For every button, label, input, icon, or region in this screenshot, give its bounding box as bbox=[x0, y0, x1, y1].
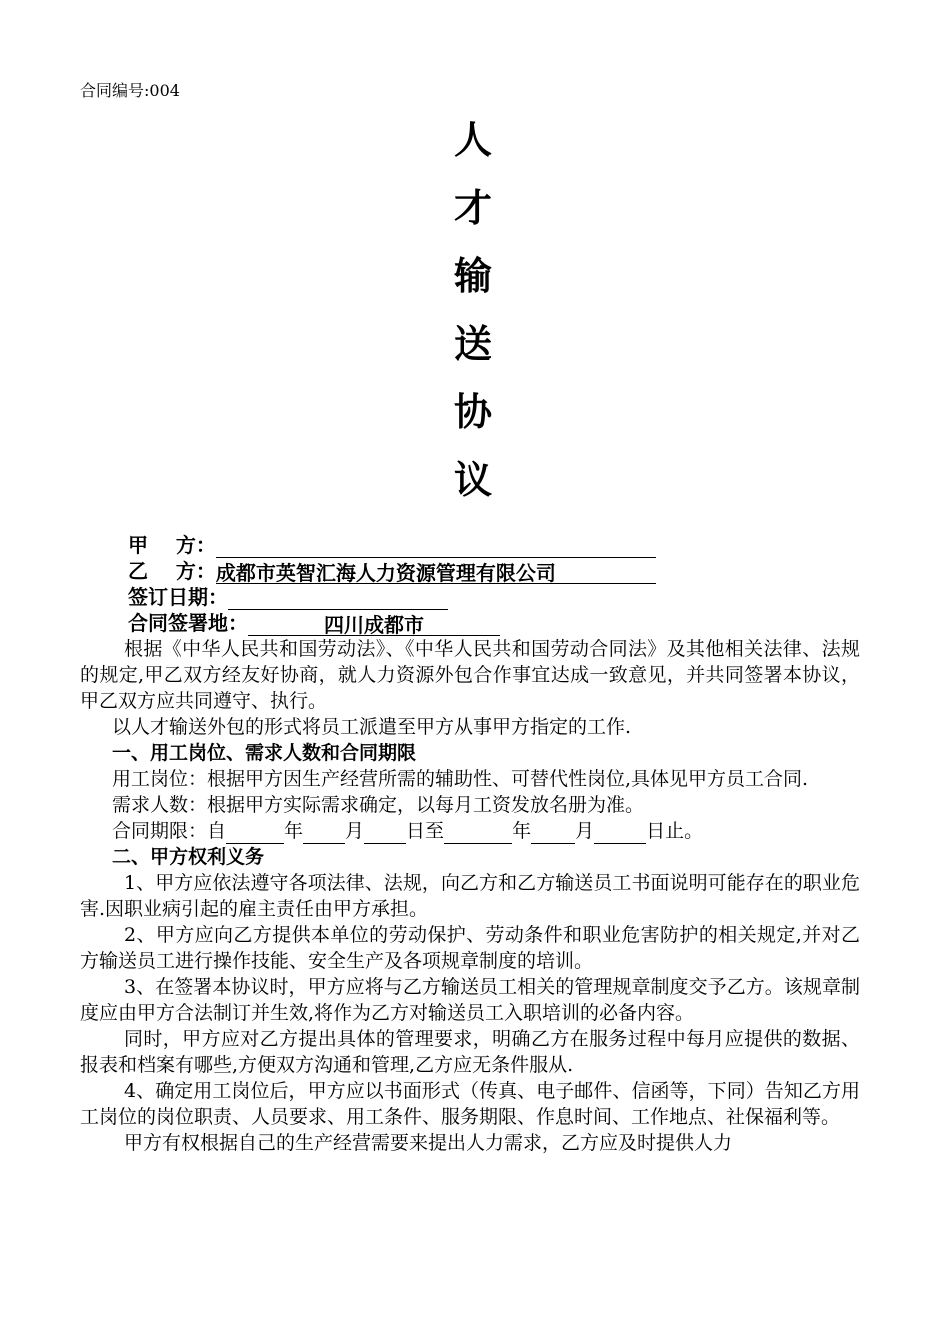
party-a-field bbox=[128, 532, 860, 558]
term-month-2: 月 bbox=[575, 820, 595, 842]
intro-paragraph-2: 以人才输送外包的形式将员工派遣至甲方从事甲方指定的工作. bbox=[112, 716, 632, 738]
term-end: 日止。 bbox=[646, 820, 704, 842]
sign-place-field bbox=[128, 610, 860, 636]
section-2-item-5: 甲方有权根据自己的生产经营需要来提出人力需求，乙方应及时提供人力 bbox=[124, 1132, 733, 1154]
term-start-year-blank bbox=[226, 823, 284, 844]
section-1-post: 用工岗位：根据甲方因生产经营所需的辅助性、可替代性岗位,具体见甲方员工合同. bbox=[112, 768, 809, 790]
section-1-term bbox=[80, 818, 860, 844]
term-month: 月 bbox=[345, 820, 365, 842]
title-char: 才 bbox=[453, 185, 492, 230]
section-1-count: 需求人数：根据甲方实际需求确定，以每月工资发放名册为准。 bbox=[112, 794, 645, 816]
party-b-field bbox=[128, 558, 860, 584]
term-start-day-blank bbox=[364, 823, 406, 844]
sign-date-label: 签订日期： bbox=[128, 585, 228, 609]
term-year: 年 bbox=[284, 820, 304, 842]
title-char: 议 bbox=[453, 457, 492, 502]
sign-date-blank bbox=[228, 586, 448, 610]
term-end-year-blank bbox=[444, 823, 512, 844]
title-char: 输 bbox=[453, 253, 492, 298]
document-title bbox=[448, 115, 498, 523]
title-char: 送 bbox=[453, 321, 492, 366]
section-1-heading: 一、用工岗位、需求人数和合同期限 bbox=[112, 742, 417, 764]
party-b-label: 乙 方： bbox=[128, 559, 216, 583]
term-label: 合同期限：自 bbox=[112, 820, 227, 842]
document-body bbox=[80, 532, 860, 1156]
term-year-2: 年 bbox=[512, 820, 532, 842]
term-day-to: 日至 bbox=[406, 820, 445, 842]
section-2-item-2: 2、甲方应向乙方提供本单位的劳动保护、劳动条件和职业危害防护的相关规定,并对乙方输送员工进行操作技能、安全生产及各项规章制度的培训。 bbox=[80, 924, 860, 972]
section-2-item-1: 1、甲方应依法遵守各项法律、法规，向乙方和乙方输送员工书面说明可能存在的职业危害.因职业病引起的雇主责任由甲方承担。 bbox=[80, 872, 860, 920]
sign-place-text: 四川成都市 bbox=[324, 613, 424, 637]
term-end-month-blank bbox=[531, 823, 575, 844]
party-b-value: 成都市英智汇海人力资源管理有限公司 bbox=[216, 560, 656, 584]
sign-place-value bbox=[248, 612, 500, 636]
contract-number: 合同编号:004 bbox=[80, 81, 180, 100]
term-start-month-blank bbox=[303, 823, 345, 844]
section-2-item-3b: 同时，甲方应对乙方提出具体的管理要求，明确乙方在服务过程中每月应提供的数据、报表和档案有哪些,方便双方沟通和管理,乙方应无条件服从. bbox=[80, 1028, 860, 1076]
party-a-label: 甲 方： bbox=[128, 533, 216, 557]
title-char: 协 bbox=[453, 389, 492, 434]
sign-date-field bbox=[128, 584, 860, 610]
party-a-value bbox=[216, 534, 656, 558]
sign-place-label: 合同签署地： bbox=[128, 611, 248, 635]
term-end-day-blank bbox=[594, 823, 646, 844]
section-2-item-3: 3、在签署本协议时，甲方应将与乙方输送员工相关的管理规章制度交予乙方。该规章制度应由甲方合法制订并生效,将作为乙方对输送员工入职培训的必备内容。 bbox=[80, 976, 860, 1024]
section-2-item-4: 4、确定用工岗位后，甲方应以书面形式（传真、电子邮件、信函等，下同）告知乙方用工岗位的岗位职责、人员要求、用工条件、服务期限、作息时间、工作地点、社保福利等。 bbox=[80, 1080, 860, 1128]
section-2-heading: 二、甲方权利义务 bbox=[112, 846, 265, 868]
title-char: 人 bbox=[453, 117, 492, 162]
intro-paragraph: 根据《中华人民共和国劳动法》、《中华人民共和国劳动合同法》及其他相关法律、法规的规定,甲乙双方经友好协商，就人力资源外包合作事宜达成一致意见，并共同签署本协议，甲乙双方应共同遵守、执行。 bbox=[80, 638, 860, 712]
